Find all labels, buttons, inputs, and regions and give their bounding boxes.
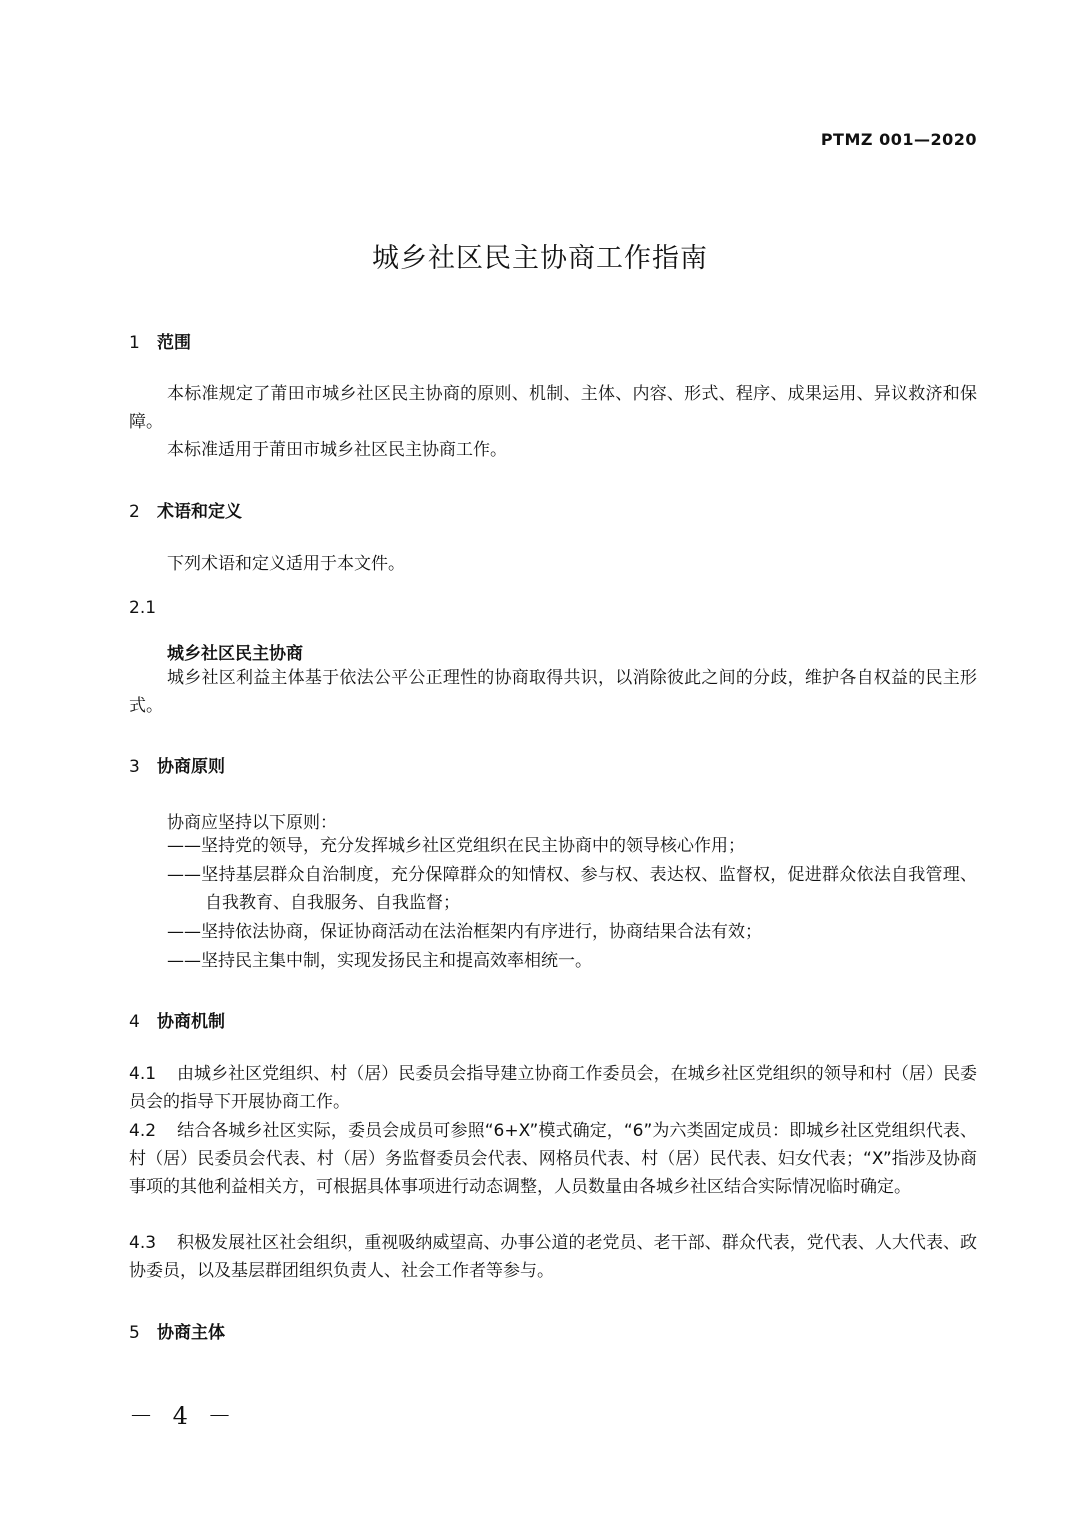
- section-number: 2: [129, 502, 140, 522]
- principle-item: ——坚持民主集中制，实现发扬民主和提高效率相统一。: [167, 951, 592, 971]
- section-title: 协商机制: [157, 1012, 225, 1032]
- section-5-heading: [129, 1318, 225, 1343]
- section-number: 3: [129, 757, 140, 777]
- section-title: 协商原则: [157, 757, 225, 777]
- section-title: 术语和定义: [157, 502, 242, 522]
- clause-4-3: [129, 1229, 977, 1285]
- section-2-heading: [129, 497, 242, 522]
- page-number: － 4 －: [129, 1402, 238, 1430]
- clause-number: 4.1: [129, 1064, 157, 1084]
- term-definition: 城乡社区利益主体基于依法公平公正理性的协商取得共识，以消除彼此之间的分歧，维护各自权益的民主形式。: [129, 668, 977, 716]
- clause-4-1: [129, 1060, 977, 1116]
- clause-4-2: [129, 1117, 977, 1201]
- document-title: 城乡社区民主协商工作指南: [372, 243, 708, 274]
- subsection-number-2-1: 2.1: [129, 598, 157, 618]
- section-title: 协商主体: [157, 1323, 225, 1343]
- section-number: 4: [129, 1012, 140, 1032]
- clause-text: 积极发展社区社会组织，重视吸纳威望高、办事公道的老党员、老干部、群众代表，党代表、人大代表、政协委员，以及基层群团组织负责人、社会工作者等参与。: [129, 1233, 977, 1281]
- section-2-paragraph-1: 下列术语和定义适用于本文件。: [167, 554, 405, 574]
- principle-item: ——坚持依法协商，保证协商活动在法治框架内有序进行，协商结果合法有效；: [167, 922, 762, 942]
- section-title: 范围: [157, 333, 191, 353]
- clause-number: 4.2: [129, 1121, 157, 1141]
- principles-intro: 协商应坚持以下原则：: [167, 813, 337, 833]
- clause-text: 由城乡社区党组织、村（居）民委员会指导建立协商工作委员会，在城乡社区党组织的领导和村（居）民委员会的指导下开展协商工作。: [129, 1064, 977, 1112]
- section-1-paragraph-1: 本标准规定了莆田市城乡社区民主协商的原则、机制、主体、内容、形式、程序、成果运用、异议救济和保障。: [129, 384, 977, 432]
- term-title: 城乡社区民主协商: [167, 644, 303, 664]
- section-number: 1: [129, 333, 140, 353]
- clause-text: 结合各城乡社区实际，委员会成员可参照“6+X”模式确定，“6”为六类固定成员：即城乡社区党组织代表、村（居）民委员会代表、村（居）务监督委员会代表、网格员代表、村（居）民代表、妇女代表；“X”指涉及协商事项的其他利益相关方，可根据具体事项进行动态调整，人员数量由各城乡社区结合实际情况临时确定。: [129, 1121, 977, 1197]
- clause-number: 4.3: [129, 1233, 157, 1253]
- section-4-heading: [129, 1007, 225, 1032]
- principle-item: ——坚持党的领导，充分发挥城乡社区党组织在民主协商中的领导核心作用；: [167, 836, 745, 856]
- section-number: 5: [129, 1323, 140, 1343]
- document-code: PTMZ 001—2020: [820, 130, 977, 149]
- section-1-heading: [129, 328, 191, 353]
- section-3-heading: [129, 752, 225, 777]
- section-1-paragraph-2: 本标准适用于莆田市城乡社区民主协商工作。: [167, 440, 507, 460]
- principle-item: ——坚持基层群众自治制度，充分保障群众的知情权、参与权、表达权、监督权，促进群众依法自我管理、自我教育、自我服务、自我监督；: [167, 865, 977, 913]
